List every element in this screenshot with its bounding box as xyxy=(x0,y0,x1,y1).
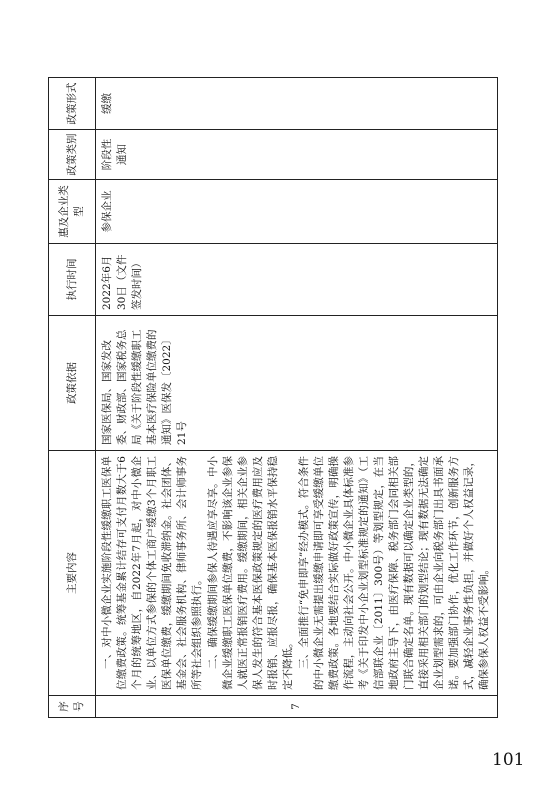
header-basis: 政策依据 xyxy=(49,316,96,451)
content-paragraph-3: 三、全面推行“免申即享”经办模式。符合条件的中小微企业无需提出缓缴申请即可享受缓缴单位缴费政策。各地要结合实际做好政策宣传，明确操作流程，主动向社会公开。中小微企业具体标准参考《关于印发中小企业划型标准规定的通知》（工信部联企业〔2011〕300号）等划型规定，在当地政府主导下，由医疗保障、税务部门会同相关部门联合确定名单。现有数据可以确定企业类型的，直接采用相关部门的划型结论；现有数据无法确定企业划型需求的，可由企业向税务部门出具书面承诺。要加强部门协作，优化工作环节，创新服务方式，减轻企业事务性负担，并做好个人权益记录，确保参保人权益不受影响。 xyxy=(298,456,490,690)
row-beneficiary: 参保企业 xyxy=(96,180,498,244)
header-index: 序号 xyxy=(49,696,96,718)
row-form: 缓缴 xyxy=(96,78,498,130)
rotated-policy-table xyxy=(48,78,490,718)
page-number: 101 xyxy=(492,750,525,770)
header-category: 政策类别 xyxy=(49,130,96,180)
row-time: 2022年6月30日（文件签发时间） xyxy=(96,244,498,316)
header-beneficiary: 惠及企业类型 xyxy=(49,180,96,244)
content-paragraph-1: 一、对中小微企业实施阶段性缓缴职工医保单位缴费政策。统筹基金累计结存可支付月数大于6个月的统筹地区，自2022年7月起，对中小微企业、以单位方式参保的个体工商户缓缴3个月职工医保单位缴费，缓缴期间免收滞纳金。社会团体、基金会、社会服务机构、律师事务所、会计师事务所等社会组织参照执行。 xyxy=(101,456,203,690)
row-category: 阶段性通知 xyxy=(96,130,498,180)
header-form: 政策形式 xyxy=(49,78,96,130)
policy-table xyxy=(48,77,498,718)
row-content xyxy=(96,451,498,696)
row-basis: 国家医保局、国家发改委、财政部、国家税务总局《关于阶段性缓缴职工基本医疗保险单位缴费的通知》医保发〔2022〕21号 xyxy=(96,316,498,451)
header-time: 执行时间 xyxy=(49,244,96,316)
row-index: 7 xyxy=(96,696,498,718)
content-paragraph-2: 二、确保缓缴期间参保人待遇应享尽享。中小微企业缓缴职工医保单位缴费，不影响该企业参保人就医正常报销医疗费用。缓缴期间，相关企业参保人发生的符合基本医保政策规定的医疗费用应及时报销、应报尽报，确保基本医保报销水平保持稳定不降低。 xyxy=(207,456,294,690)
header-content: 主要内容 xyxy=(49,451,96,696)
table-header-row xyxy=(49,78,96,718)
table-row xyxy=(96,78,498,718)
